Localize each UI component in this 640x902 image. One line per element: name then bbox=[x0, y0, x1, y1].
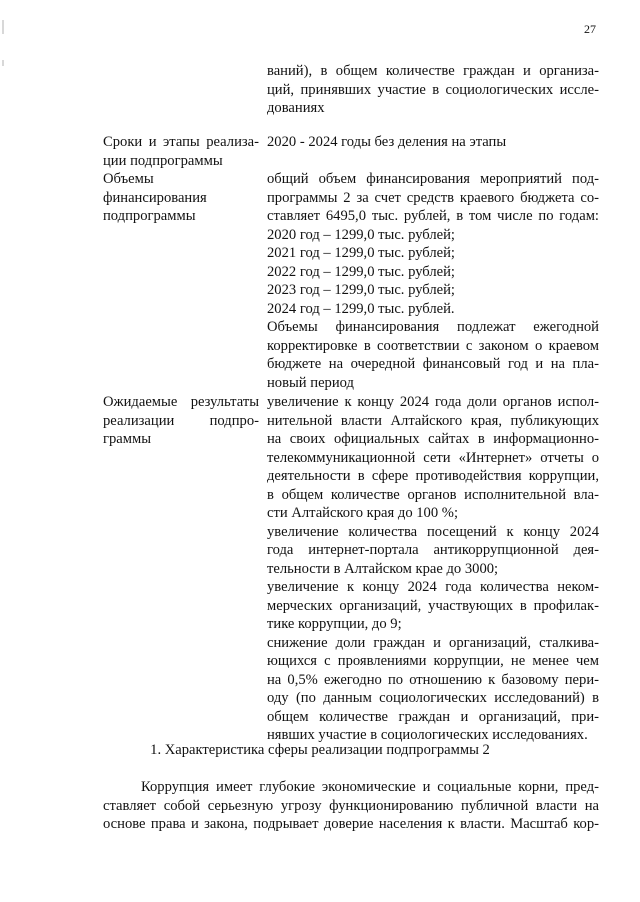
scan-edge-mark bbox=[2, 60, 4, 66]
label-line: реализации подпро- bbox=[103, 412, 259, 429]
text-line: Коррупция имеет глубокие экономические и социальные корни, пред- bbox=[141, 779, 599, 795]
section-heading: 1. Характеристика сферы реализации подпрограммы 2 bbox=[150, 742, 490, 758]
text-line: 2021 год – 1299,0 тыс. рублей; bbox=[267, 245, 455, 261]
text-line: тике коррупции, до 9; bbox=[267, 616, 402, 632]
text-line: ющихся с проявлениями коррупции, не менее чем bbox=[267, 653, 599, 669]
text-line: основе права и закона, подрывает доверие населения к власти. Масштаб кор- bbox=[103, 816, 599, 832]
text-line: в общем количестве органов исполнительной вла- bbox=[267, 486, 599, 503]
text-line: 2020 - 2024 годы без деления на этапы bbox=[267, 134, 507, 150]
text-line: ваний), в общем количестве граждан и организа- bbox=[267, 63, 599, 79]
text-line: нявших участие в социологических исследованиях. bbox=[267, 727, 588, 743]
page-number: 27 bbox=[584, 22, 596, 36]
text-line: 2022 год – 1299,0 тыс. рублей; bbox=[267, 263, 455, 280]
text-line: общем количестве граждан и организаций, при- bbox=[267, 708, 599, 725]
text-line: общий объем финансирования мероприятий под- bbox=[267, 171, 599, 187]
label-line: ции подпрограммы bbox=[103, 152, 223, 169]
text-line: бюджете на очередной финансовый год и на пла- bbox=[267, 356, 599, 372]
continuation-text bbox=[267, 62, 599, 118]
text-line: деятельности в сфере противодействия коррупции, bbox=[267, 468, 599, 484]
text-line: мерческих организаций, участвующих в профилак- bbox=[267, 597, 599, 614]
text-line: на 0,5% ежегодно по отношению к базовому пери- bbox=[267, 671, 599, 688]
label-line: Сроки и этапы реализа- bbox=[103, 134, 259, 150]
text-line: увеличение количества посещений к концу 2024 bbox=[267, 523, 599, 540]
scan-edge-mark bbox=[2, 20, 4, 34]
text-line: программы 2 за счет средств краевого бюджета со- bbox=[267, 189, 599, 206]
text-line: 2020 год – 1299,0 тыс. рублей; bbox=[267, 226, 455, 243]
text-line: нительной власти Алтайского края, публикующих bbox=[267, 412, 599, 429]
label-line: финансирования bbox=[103, 189, 207, 206]
label-line: граммы bbox=[103, 431, 152, 447]
row-content bbox=[267, 133, 599, 152]
row-label bbox=[103, 393, 259, 449]
text-line: 2023 год – 1299,0 тыс. рублей; bbox=[267, 282, 455, 298]
row-label bbox=[103, 133, 259, 170]
text-line: ций, принявших участие в социологических иссле- bbox=[267, 81, 599, 98]
body-paragraph bbox=[103, 778, 599, 834]
text-line: Объемы финансирования подлежат ежегодной bbox=[267, 319, 599, 335]
text-line: на своих официальных сайтах в информационно- bbox=[267, 431, 599, 447]
text-line: новый период bbox=[267, 374, 354, 391]
label-line: Ожидаемые результаты bbox=[103, 394, 259, 410]
row-label bbox=[103, 170, 259, 226]
text-line: телекоммуникационной сети «Интернет» отчеты о bbox=[267, 449, 599, 466]
text-line: года интернет-портала антикоррупционной дея- bbox=[267, 542, 599, 558]
row-content bbox=[267, 393, 599, 745]
text-line: ставляет собой серьезную угрозу функционированию публичной власти на bbox=[103, 797, 599, 814]
row-content bbox=[267, 170, 599, 392]
text-line: увеличение к концу 2024 года доли органов испол- bbox=[267, 394, 599, 410]
text-line: 2024 год – 1299,0 тыс. рублей. bbox=[267, 300, 455, 317]
text-line: оду (по данным социологических исследований) в bbox=[267, 690, 599, 706]
text-line: снижение доли граждан и организаций, сталкива- bbox=[267, 634, 599, 651]
text-line: сти Алтайского края до 100 %; bbox=[267, 505, 459, 521]
label-line: Объемы bbox=[103, 171, 154, 187]
text-line: дованиях bbox=[267, 100, 325, 116]
text-line: тельности в Алтайском крае до 3000; bbox=[267, 560, 499, 577]
text-line: ставляет 6495,0 тыс. рублей, в том числе по годам: bbox=[267, 208, 599, 224]
text-line: корректировке в соответствии с законом о краевом bbox=[267, 337, 599, 354]
label-line: подпрограммы bbox=[103, 208, 196, 224]
text-line: увеличение к концу 2024 года количества неком- bbox=[267, 579, 599, 595]
